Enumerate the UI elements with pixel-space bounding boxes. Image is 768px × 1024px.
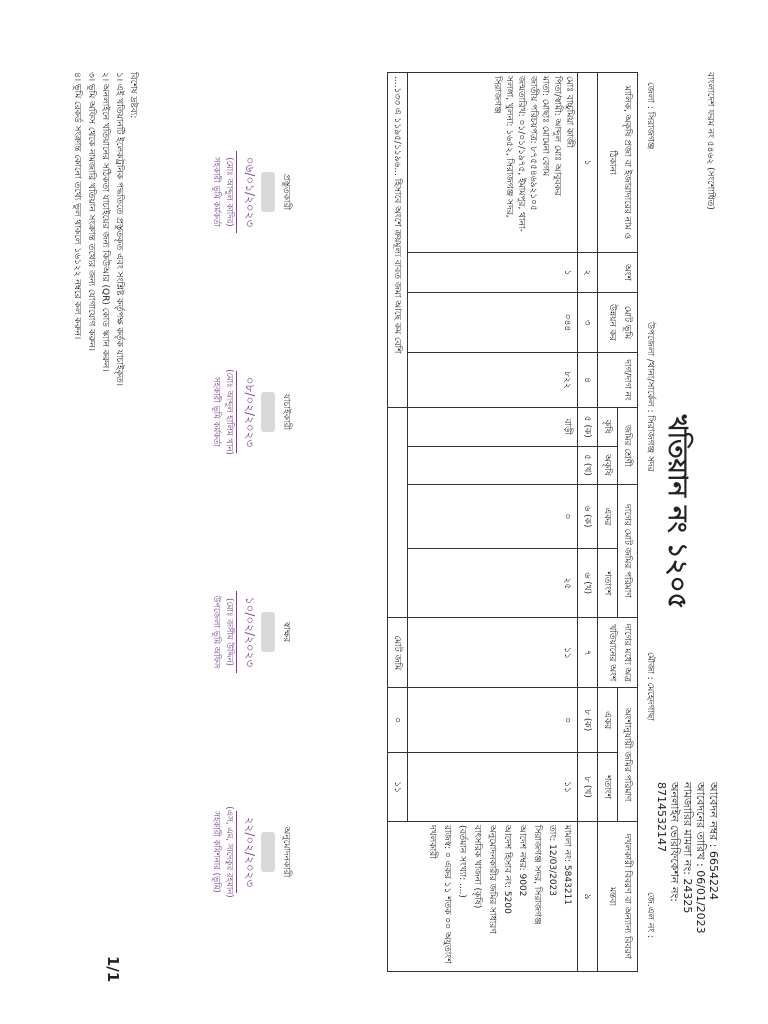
signature-role: অনুমোদনকারী [281,826,291,878]
header-ekor: একর [598,484,618,549]
header-shotangsho: শতাংশ [598,549,618,618]
header-rent: মোট ভূমি উন্নয়ন কর [598,293,638,353]
land-class-cell: বাড়ী [408,408,578,447]
signature-preparer [210,92,294,292]
header-owner: মালিক, অকৃষি প্রজা বা ইজারাদারের নাম ও ঠিকানা [598,73,638,253]
signature-role: প্রস্তুতকারী [281,173,291,211]
signature-name: (মোঃ আব্দুল কাদির) [224,157,234,227]
header-land-class: জমির শ্রেণী [618,408,638,485]
owner-cell [408,73,578,253]
col-num: ৩ [578,293,598,353]
signature-mark [261,612,275,652]
col-num: ৬ (ক) [578,484,598,549]
khatian-table [387,72,638,972]
col-num: ৬ (খ) [578,549,598,618]
signature-verifier [210,312,294,512]
revenue-summary: রাজস্ব: ০ একর ১১ শতক ০০ অযুতাংশ [442,825,452,964]
special-notes [70,72,140,952]
owner-dob: জন্মতারিখ: ০১/০১/১৯৭৫, ইমামপুর, থানা- [516,76,526,232]
land-class-nonagri-cell [408,446,578,484]
header-case-details: দখলকারী বিবরণ বা অন্যান্য বিবরণ মন্তব্য [598,822,638,972]
mutation-case-number: নামজারির মামলা নং: 24325 [681,782,694,914]
share-in-dag-cell: ১১ [408,618,578,688]
total-shotangsho: ১১ [388,753,408,822]
signature-approver [210,752,294,952]
col-num: ৯ [578,822,598,972]
application-date: আবেদনের তারিখ : 06/01/2023 [694,782,707,934]
page-number: 1/1 [104,955,123,983]
header-agri: কৃষি [598,408,618,447]
note-item: ৩। ভূমি অফিস থেকে নামজারি খতিয়ান সংক্রান্ত তথ্যের জন্য যোগাযোগ করুন। [86,72,96,351]
signature-designation: উপজেলা ভূমি অফিস [211,595,221,669]
col-num: ৮ (খ) [578,753,598,822]
dag-cell: ৮২২ [408,353,578,408]
total-ekor: ০ [388,688,408,753]
owner-mother: মাতা: মোছাঃ মোমেনা বেগম [540,76,550,177]
total-label: মোট জমি [388,618,408,688]
col-num: ৪ [578,353,598,408]
annual-rent-label: অনুমোদনকারীর জমির সাধারণ বাৎসরিক খাজনা (কৃষি) [472,825,497,934]
total-spacer [388,408,408,618]
signature-mark [261,832,275,872]
col-num: ৫ (খ) [578,446,598,484]
signature-mark [261,172,275,212]
share-shotangsho-cell: ১১ [408,753,578,822]
case-number: মামলা নং: 5843211 [562,825,572,906]
page-title: খতিয়ান নং ১২০৫ [662,414,692,610]
order-number: আদেশ নম্বর: 9002 [517,825,527,897]
occupant-label: দখলকারী [427,825,437,859]
header-share-shotangsho: শতাংশ [598,753,618,822]
ekor-cell: ০ [408,484,578,549]
owner-father: পিতা/স্বামী: আব্দুল মোঃ আবুবকর [552,76,562,196]
owner-nid: জাতীয় পরিচয়পত্র: ৮৭৫৫৪৬৯২১০৫ [528,76,538,211]
col-num: ৭ [578,618,598,688]
signature-date: ১০/০২/২০২৩ [236,591,258,674]
case-date: তাং: 12/03/2023 [547,825,557,897]
signature-designation: সহকারী ভূমি কর্মকর্তা [211,157,221,227]
application-number: আবেদন নম্বর : 6654224 [707,782,720,900]
note-item: ১। এই খতিয়ানটি ইলেকট্রনিক পদ্ধতিতে প্রস্তুতকৃত এবং সংশ্লিষ্ট কর্তৃপক্ষ কর্তৃক যাচাইকৃত। [114,72,124,386]
online-verification-number: অনলাইন ভেরিফিকেশন নং: 8714532147 [655,782,681,902]
upazila-label: উপজেলা /থানা/সার্কেল : সিরাজগঞ্জ সদর [645,322,655,472]
share-ekor-cell: ০ [408,688,578,753]
header-dag: দাগ/দাগ নং [598,353,638,408]
current-count: (বর্তমান সংখ্যা: ....) [457,825,467,898]
signature-date: ০৮/০২/২০২৩ [236,371,258,454]
col-num: ৫ (ক) [578,408,598,447]
order-account: আদেশ হিসাব নং: 5200 [502,825,512,914]
signature-date: ২২/০২/২০২৩ [236,811,258,894]
signature-name: (মোঃ জসীম উদ্দিন) [224,598,234,666]
mouza-label: মৌজা : মেহেদগাছা [645,652,655,721]
district-label: জেলা : সিরাজগঞ্জ [645,82,655,150]
footer-note: ....১৩৩ এ ১১৯৫/১১৯৬... হিসাবে অংশে ক্রয়মূল্য বাবত জমা আছে কম বেশি [388,73,408,408]
owner-address: সলঙ্গা, খুলনা: ১৬৫২, সিরাজগঞ্জ সদর, সিরাজগঞ্জ [492,76,514,218]
khatian-sheet [0,12,768,1012]
share-cell: ১ [408,253,578,293]
note-item: ২। অনলাইনে খতিয়ানের সঠিকতা যাচাইয়ের জন্য কিউআর (QR) কোড স্ক্যান করুন। [100,72,110,372]
signature-role: স্বাক্ষর [281,621,291,643]
table-row [408,73,578,972]
header-land-amount: দাগের মোট জমির পরিমাণ [618,484,638,618]
signature-mark [261,392,275,432]
column-number-row [578,73,598,972]
header-share-land-amount: অংশানুযায়ী জমির পরিমাণ [618,688,638,822]
signature-designation: সহকারী ভূমি কর্মকর্তা [211,377,221,447]
col-num: ১ [578,73,598,253]
signature-signer [210,532,294,732]
header-nonagri: অকৃষি [598,446,618,484]
signature-name: (এস, এম, সাদেকুর রহমান) [224,806,234,898]
case-details-cell [388,822,578,972]
signature-area [154,72,294,952]
col-num: ২ [578,253,598,293]
table-header-row [618,73,638,972]
signature-designation: সহকারী কমিশনার (ভূমি) [211,811,221,893]
note-item: ৪। ভূমি রেকর্ড সংক্রান্ত কোনো তথ্যে ভুল থাকলে ১৬১২২ নম্বরে কল করুন। [72,72,82,340]
form-reference: বাংলাদেশ ফরম নং ৫৪৬২ (সংশোধিত) [705,72,715,210]
je-number-label: জে.এল নং : [645,892,655,939]
owner-name: মোঃ বাচ্চুমিয়া কাজী [564,76,574,148]
header-share-ekor: একর [598,688,618,753]
rent-cell: ০৪৪ [408,293,578,353]
signature-role: যাচাইকারী [281,393,291,431]
shotangsho-cell: ২৫ [408,549,578,618]
notes-heading: বিশেষ দ্রষ্টব্য: [128,72,138,119]
header-share: অংশ [598,253,638,293]
case-office: সিরাজগঞ্জ সদর, সিরাজগঞ্জ [532,825,542,925]
signature-date: ০৬/০১/২০২৩ [236,151,258,234]
header-share-in-dag: দাগের মধ্যে অত্র খতিয়ানের অংশ [598,618,638,688]
signature-name: (মোঃ আব্দুল হালিম খান) [224,369,234,455]
col-num: ৮ (ক) [578,688,598,753]
